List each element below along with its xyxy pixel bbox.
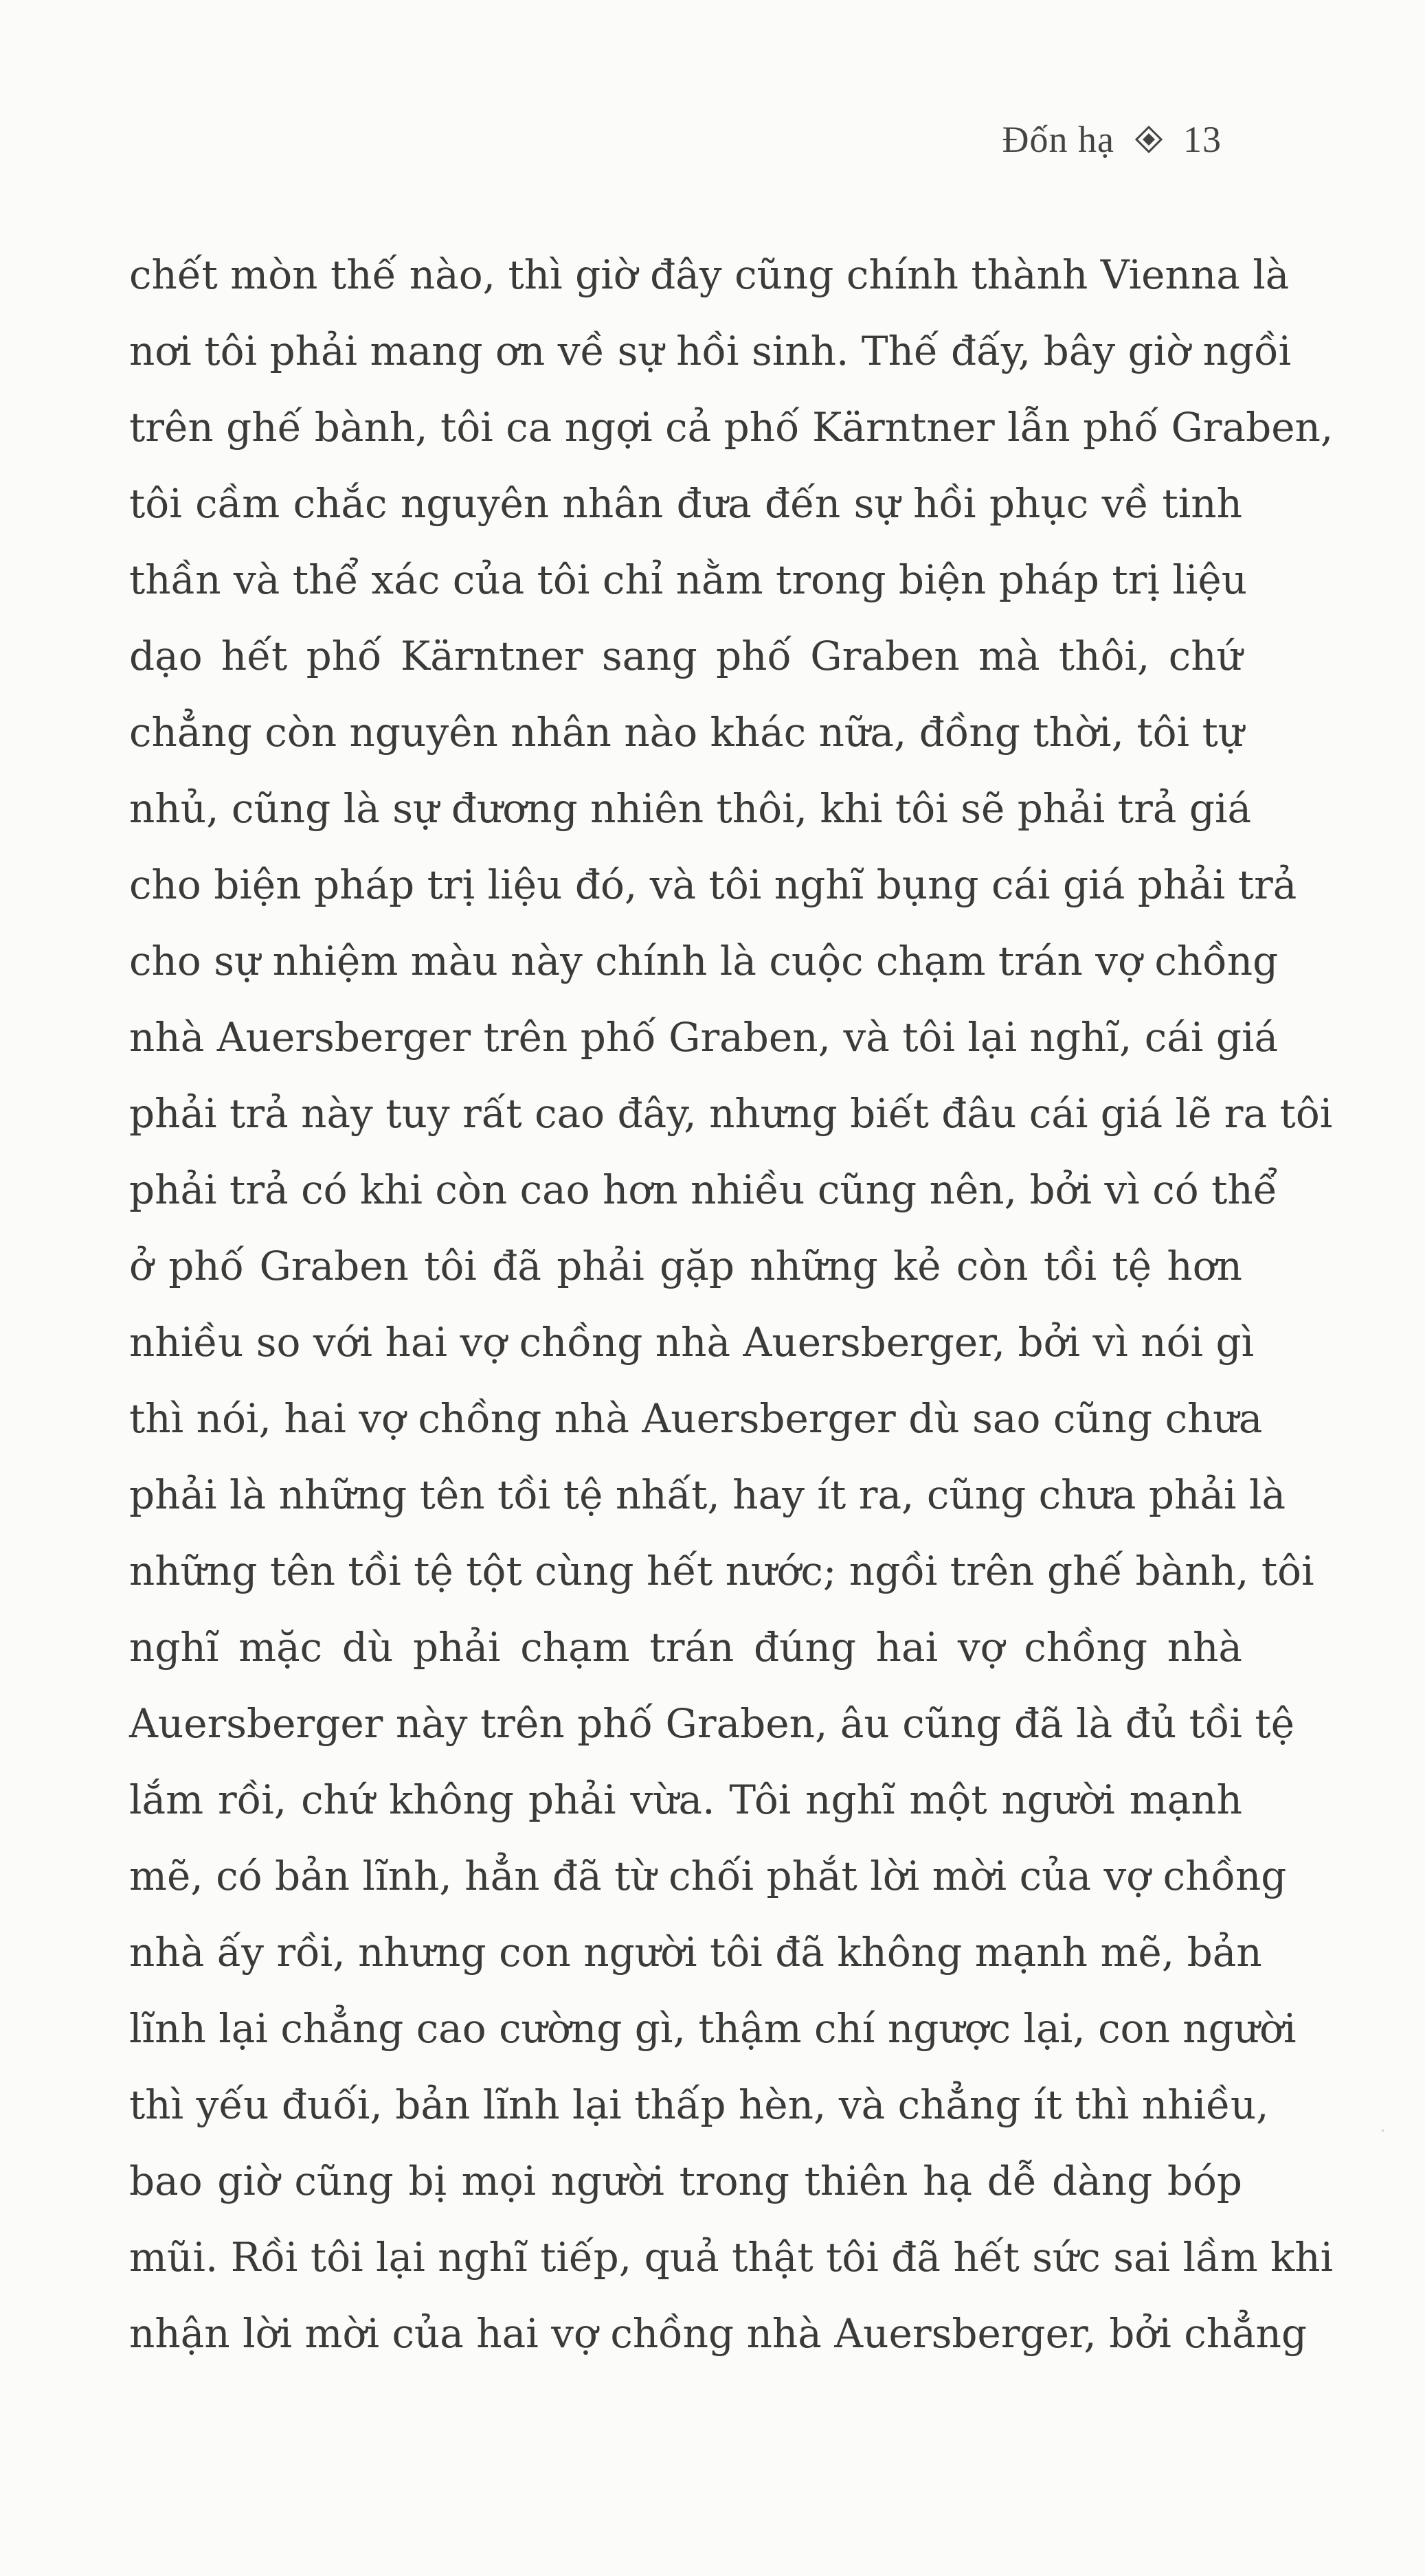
text-line: bao giờ cũng bị mọi người trong thiên hạ dễ dàng bóp [129,2158,1242,2204]
text-line: phải là những tên tồi tệ nhất, hay ít ra, cũng chưa phải là [129,1471,1286,1518]
text-line: nhận lời mời của hai vợ chồng nhà Auersberger, bởi chẳng [129,2310,1308,2357]
text-line: nơi tôi phải mang ơn về sự hồi sinh. Thế đấy, bây giờ ngồi [129,328,1292,374]
text-line: thần và thể xác của tôi chỉ nằm trong biện pháp trị liệu [129,556,1248,603]
chapter-title: Đốn hạ [1002,119,1114,160]
text-line: Auersberger này trên phố Graben, âu cũng đã là đủ tồi tệ [129,1700,1295,1747]
text-line: ở phố Graben tôi đã phải gặp những kẻ còn tồi tệ hơn [129,1243,1242,1289]
text-line: chẳng còn nguyên nhân nào khác nữa, đồng thời, tôi tự [129,709,1244,756]
text-line: nhủ, cũng là sự đương nhiên thôi, khi tôi sẽ phải trả giá [129,785,1252,832]
text-line: dạo hết phố Kärntner sang phố Graben mà thôi, chứ [129,633,1242,679]
text-line: cho biện pháp trị liệu đó, và tôi nghĩ bụng cái giá phải trả [129,861,1297,908]
text-line: trên ghế bành, tôi ca ngợi cả phố Kärntner lẫn phố Graben, [129,404,1334,451]
text-line: tôi cầm chắc nguyên nhân đưa đến sự hồi phục về tinh [129,480,1242,527]
text-line: nghĩ mặc dù phải chạm trán đúng hai vợ chồng nhà [129,1624,1242,1671]
margin-mark [1382,2129,1384,2132]
text-line: nhà ấy rồi, nhưng con người tôi đã không mạnh mẽ, bản [129,1929,1262,1976]
running-header [1002,109,1222,170]
text-line: chết mòn thế nào, thì giờ đây cũng chính thành Vienna là [129,251,1290,298]
text-line: mũi. Rồi tôi lại nghĩ tiếp, quả thật tôi đã hết sức sai lầm khi [129,2234,1334,2281]
page-number: 13 [1183,119,1222,160]
text-line: phải trả này tuy rất cao đây, nhưng biết đâu cái giá lẽ ra tôi [129,1090,1333,1137]
text-line: thì nói, hai vợ chồng nhà Auersberger dù sao cũng chưa [129,1395,1263,1442]
text-line: nhà Auersberger trên phố Graben, và tôi lại nghĩ, cái giá [129,1014,1279,1061]
text-line: cho sự nhiệm màu này chính là cuộc chạm trán vợ chồng [129,938,1279,984]
text-line: nhiều so với hai vợ chồng nhà Auersberger, bởi vì nói gì [129,1319,1255,1366]
body-text [129,237,1334,2372]
diamond-icon [1135,126,1163,153]
text-line: mẽ, có bản lĩnh, hẳn đã từ chối phắt lời mời của vợ chồng [129,1853,1287,1899]
text-line: lĩnh lại chẳng cao cường gì, thậm chí ngược lại, con người [129,2005,1297,2052]
text-line: những tên tồi tệ tột cùng hết nước; ngồi trên ghế bành, tôi [129,1548,1314,1594]
text-line: thì yếu đuối, bản lĩnh lại thấp hèn, và chẳng ít thì nhiều, [129,2081,1269,2128]
text-line: lắm rồi, chứ không phải vừa. Tôi nghĩ một người mạnh [129,1776,1242,1823]
text-line: phải trả có khi còn cao hơn nhiều cũng nên, bởi vì có thể [129,1166,1278,1213]
